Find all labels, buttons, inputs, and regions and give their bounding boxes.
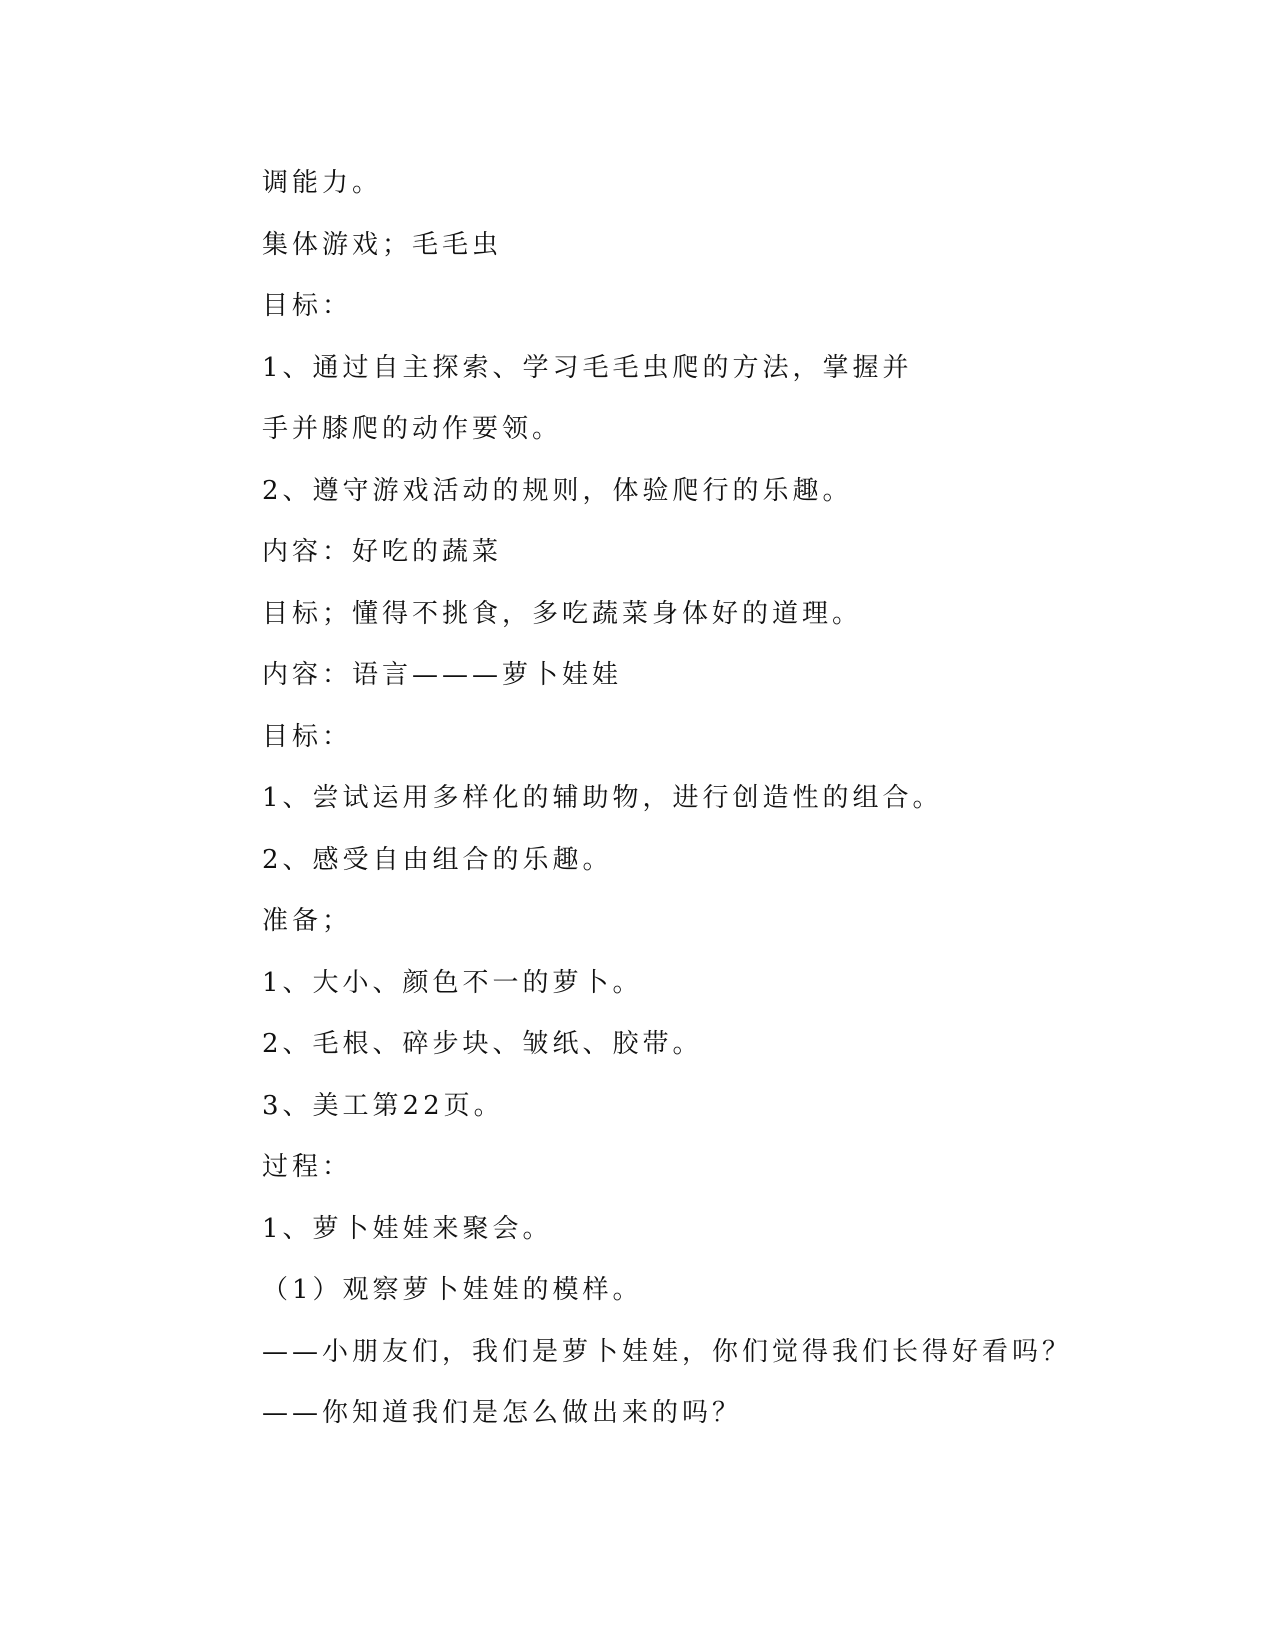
goal-label: 目标： [262,721,353,752]
document-body [262,163,1073,1455]
text-line: 1、萝卜娃娃来聚会。 [262,1213,553,1244]
text-line: 3、美工第22页。 [262,1090,504,1121]
dialogue-line: ——小朋友们，我们是萝卜娃娃，你们觉得我们长得好看吗？ [262,1336,1073,1367]
goal-label: 目标： [262,291,353,321]
text-line: 目标；懂得不挑食，多吃蔬菜身体好的道理。 [262,598,863,629]
process-label: 过程： [262,1152,353,1182]
text-line: 2、毛根、碎步块、皱纸、胶带。 [262,1029,703,1059]
section-heading: 集体游戏；毛毛虫 [262,229,503,260]
content-heading: 内容：好吃的蔬菜 [262,537,503,567]
preparation-label: 准备； [262,906,353,936]
dialogue-line: ——你知道我们是怎么做出来的吗？ [262,1398,743,1428]
text-line: 1、尝试运用多样化的辅助物，进行创造性的组合。 [262,783,943,813]
text-line: 2、感受自由组合的乐趣。 [262,844,613,875]
text-line: 手并膝爬的动作要领。 [262,414,563,444]
text-line: 1、通过自主探索、学习毛毛虫爬的方法，掌握并 [262,352,913,383]
content-heading: 内容：语言———萝卜娃娃 [262,660,623,690]
text-line: （1）观察萝卜娃娃的模样。 [262,1275,643,1305]
text-line: 1、大小、颜色不一的萝卜。 [262,967,643,998]
text-line: 2、遵守游戏活动的规则，体验爬行的乐趣。 [262,475,853,506]
text-line: 调能力。 [262,168,383,198]
